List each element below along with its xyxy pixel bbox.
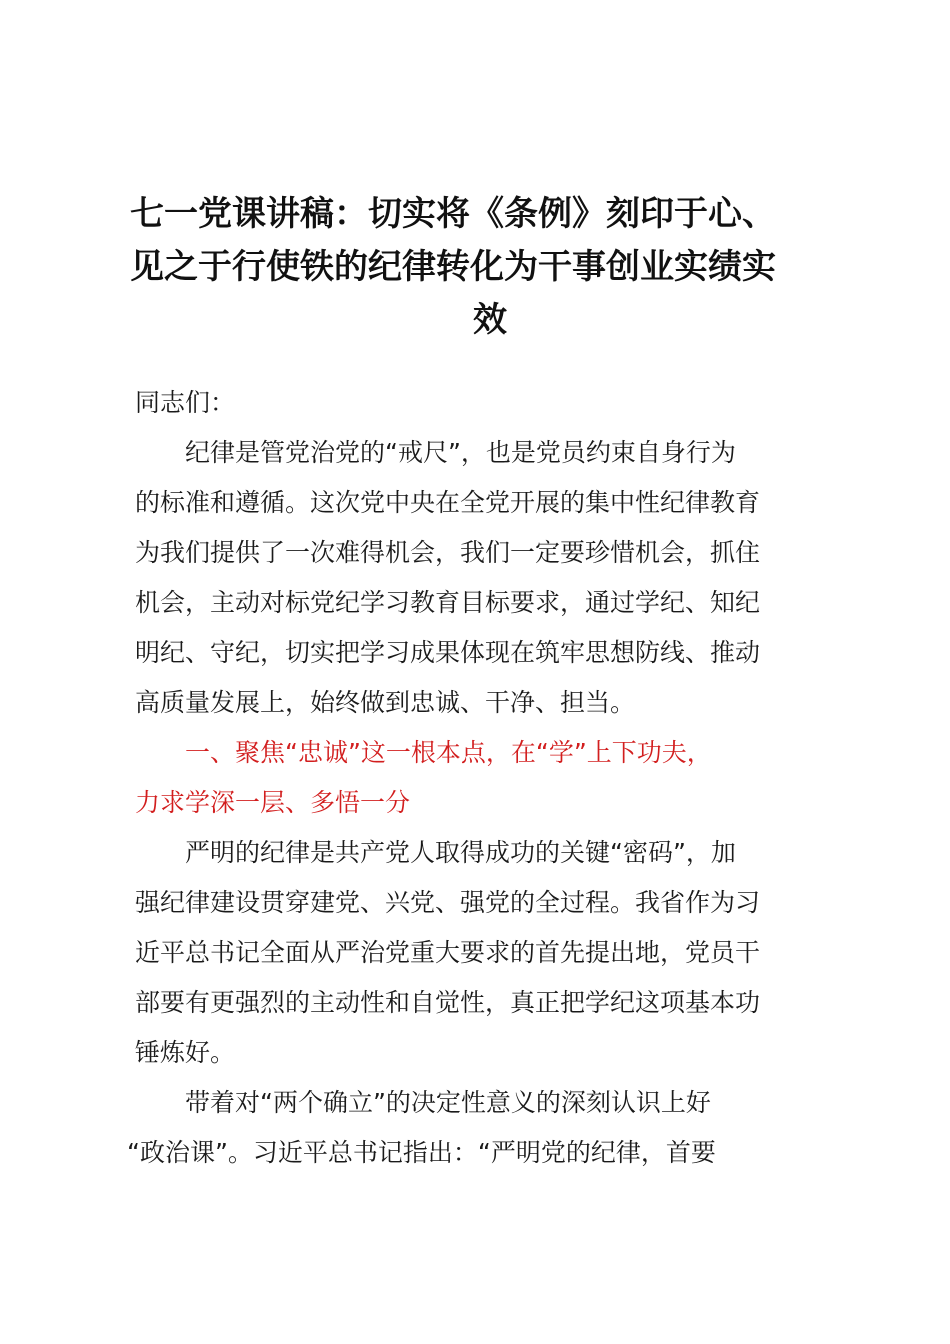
paragraph-line: 部要有更强烈的主动性和自觉性，真正把学纪这项基本功 xyxy=(135,988,761,1017)
title-line: 见之于行使铁的纪律转化为干事创业实绩实 xyxy=(130,247,776,287)
paragraph-line: 近平总书记全面从严治党重大要求的首先提出地，党员干 xyxy=(135,938,761,967)
paragraph-line: 纪律是管党治党的“戒尺”，也是党员约束自身行为 xyxy=(185,438,736,467)
paragraph-line: 为我们提供了一次难得机会，我们一定要珍惜机会，抓住 xyxy=(135,538,761,567)
paragraph-line: 的标准和遵循。这次党中央在全党开展的集中性纪律教育 xyxy=(135,488,761,517)
paragraph-line: 强纪律建设贯穿建党、兴党、强党的全过程。我省作为习 xyxy=(135,888,761,917)
paragraph-line: 锤炼好。 xyxy=(135,1038,236,1067)
paragraph-line: 严明的纪律是共产党人取得成功的关键“密码”，加 xyxy=(185,838,736,867)
paragraph-line: 高质量发展上，始终做到忠诚、干净、担当。 xyxy=(135,688,636,717)
paragraph-line: 机会，主动对标党纪学习教育目标要求，通过学纪、知纪 xyxy=(135,588,761,617)
document-title xyxy=(130,188,850,347)
paragraph-line: 明纪、守纪，切实把学习成果体现在筑牢思想防线、推动 xyxy=(135,638,761,667)
salutation: 同志们： xyxy=(135,388,236,417)
title-line: 效 xyxy=(473,300,507,340)
title-line: 七一党课讲稿：切实将《条例》刻印于心、 xyxy=(130,194,776,234)
section-heading-line: 一、聚焦“忠诚”这一根本点，在“学”上下功夫， xyxy=(185,738,712,767)
paragraph-line: “政治课”。习近平总书记指出：“严明党的纪律，首要 xyxy=(127,1138,716,1167)
paragraph-line: 带着对“两个确立”的决定性意义的深刻认识上好 xyxy=(185,1088,711,1117)
document-body xyxy=(127,378,835,1178)
section-heading-line: 力求学深一层、多悟一分 xyxy=(135,788,411,817)
